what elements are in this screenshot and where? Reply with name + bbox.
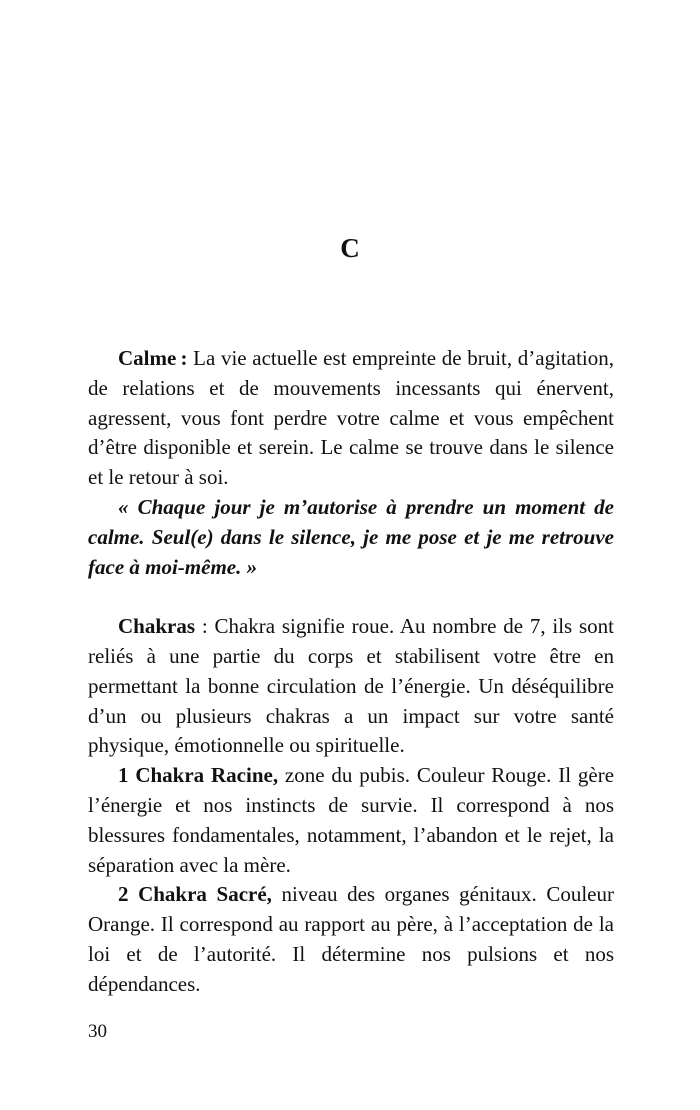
entry-text: zone du pubis. Couleur Rouge. Il gère l’énergie et nos instincts de survie. Il correspond à nos blessures fondamentales, notamment, l’abandon et le rejet, la séparation avec la mère. — [88, 763, 615, 877]
affirmation-quote: « Chaque jour je m’autorise à prendre un moment de calme. Seul(e) dans le silence, je me pose et je me retrouve face à moi-même. » — [88, 494, 614, 579]
entry-chakras — [88, 612, 614, 761]
entry-text: La vie actuelle est empreinte de bruit, d’agitation, de relations et de mouvements incessants qui énervent, agressent, vous font perdre votre calme et vous empêchent d’être disponible et serein. Le calme se trouve dans le silence et le retour à soi. — [88, 346, 614, 490]
page-number: 30 — [88, 1021, 107, 1042]
entry-calme — [88, 344, 614, 493]
entry-term: Calme : — [118, 346, 188, 370]
page-body — [88, 344, 614, 1000]
entry-chakra-sacre — [88, 880, 614, 999]
entry-term: 2 Chakra Sacré, — [118, 882, 272, 907]
entry-term: 1 Chakra Racine, — [118, 763, 279, 788]
paragraph-spacer — [88, 582, 614, 612]
entry-text: : Chakra signifie roue. Au nombre de 7, ils sont reliés à une partie du corps et stabilisent votre être en permettant la bonne circulation de l’énergie. Un déséquilibre d’un ou plusieurs chakras a un impact sur votre santé physique, émotionnelle ou spirituelle. — [88, 614, 614, 758]
section-letter-heading: C — [340, 233, 360, 263]
entry-chakra-racine — [88, 761, 614, 880]
entry-text: niveau des organes génitaux. Couleur Orange. Il correspond au rapport au père, à l’acceptation de la loi et de l’autorité. Il détermine nos pulsions et nos dépendances. — [88, 882, 614, 996]
entry-term: Chakras — [118, 614, 196, 639]
